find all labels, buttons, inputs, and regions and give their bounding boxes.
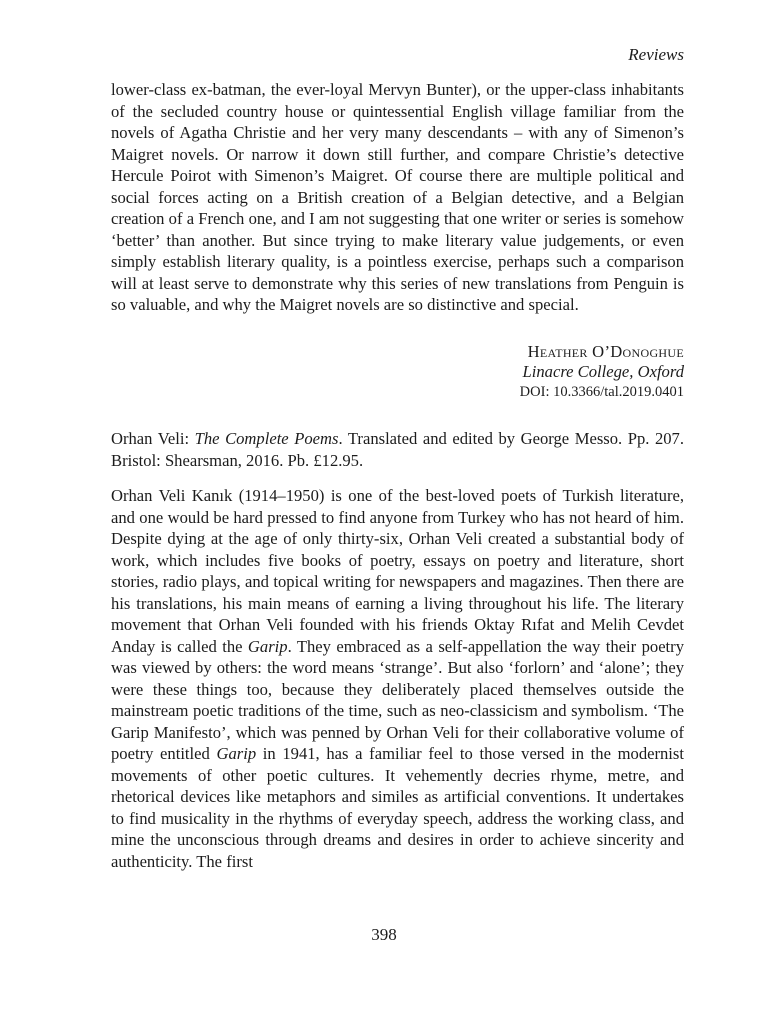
page-number: 398 [371, 925, 397, 944]
citation-author: Orhan Veli: [111, 429, 195, 448]
italic-term: Garip [216, 744, 257, 763]
book-citation [111, 428, 684, 471]
text-run: Orhan Veli Kanık (1914–1950) is one of the best-loved poets of Turkish literature, and one would be hard pressed to find anyone from Turkey who has not heard of him. Despite dying at the age of only thirty-six, Orhan Veli created a substantial body of work, which includes five books of poetry, essays on poetry and literature, short stories, radio plays, and topical writing for newspapers and magazines. Then there are his translations, his main means of earning a living throughout his life. The literary movement that Orhan Veli founded with his friends Oktay Rıfat and Melih Cevdet Anday is called the [111, 486, 684, 656]
text-run: lower-class ex-batman, the ever-loyal Mervyn Bunter), or the upper-class inhabitants of the secluded country house or quintessential English village familiar from the novels of Agatha Christie and her very many descendants – with any of Simenon’s Maigret novels. Or narrow it down still further, and compare Christie’s detective Hercule Poirot with Simenon’s Maigret. Of course there are multiple political and social forces acting on a British creation of a Belgian detective, and a Belgian creation of a French one, and I am not suggesting that one writer or series is somehow ‘better’ than another. But since trying to make literary value judgements, or even simply establish literary quality, is a pointless exercise, perhaps such a comparison will at least serve to demonstrate why this series of new translations from Penguin is so valuable, and why the Maigret novels are so distinctive and special. [111, 80, 684, 314]
review-continuation [111, 79, 684, 316]
citation-details: . Translated and edited by George Messo. Pp. 207. Bristol: Shearsman, 2016. Pb. £12.95. [111, 429, 685, 470]
running-head: Reviews [628, 45, 684, 64]
review-doi: DOI: 10.3366/tal.2019.0401 [519, 384, 684, 400]
reviewer-name: Heather O’Donoghue [527, 342, 684, 361]
reviewer-institution: Linacre College, Oxford [522, 362, 684, 381]
review-paragraph [111, 485, 684, 872]
review-body [111, 485, 684, 872]
review-paragraph [111, 79, 684, 316]
reviewer-signature [520, 342, 684, 402]
italic-term: Garip [247, 636, 288, 656]
citation-title: The Complete Poems [194, 429, 339, 448]
text-run: . They embraced as a self-appellation the way their poetry was viewed by others: the word means ‘strange’. But also ‘forlorn’ and ‘alone’; they were these things too, because they deliberately placed themselves outside the mainstream poetic traditions of the time, such as neo-classicism and symbolism. ‘The Garip Manifesto’, which was penned by Orhan Veli for their collaborative volume of poetry entitled [111, 636, 684, 763]
text-run: in 1941, has a familiar feel to those versed in the modernist movements of other poetic cultures. It vehemently decries rhyme, metre, and rhetorical devices like metaphors and similes as artificial conventions. It undertakes to find musicality in the rhythms of everyday speech, address the working class, and mine the unconscious through dreams and desires in order to achieve sincerity and authenticity. The first [111, 744, 684, 871]
